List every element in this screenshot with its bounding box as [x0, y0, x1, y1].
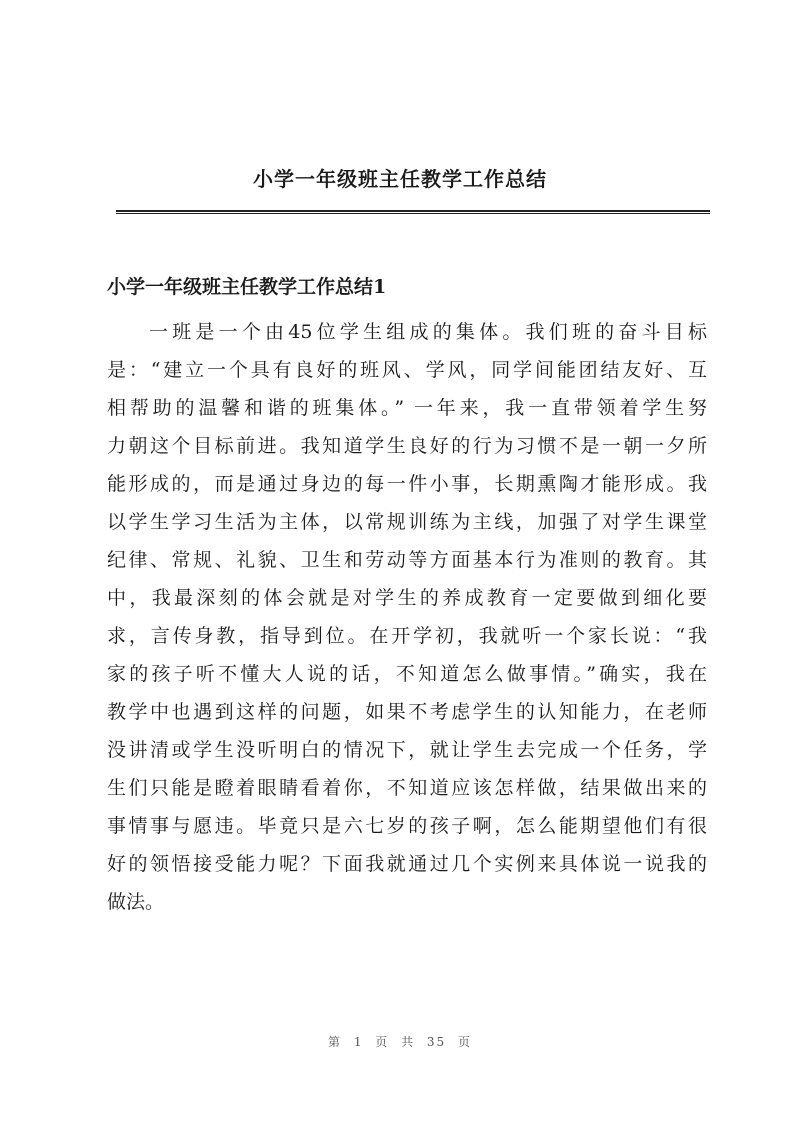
section-heading: 小学一年级班主任教学工作总结1	[107, 276, 387, 298]
paragraph-line: 没讲清或学生没听明白的情况下，就让学生去完成一个任务，学	[107, 739, 707, 761]
paragraph-line: 好的领悟接受能力呢？下面我就通过几个实例来具体说一说我的	[107, 853, 707, 875]
title-divider	[116, 210, 710, 214]
paragraph-line: 生们只能是瞪着眼睛看着你，不知道应该怎样做，结果做出来的	[107, 777, 707, 799]
paragraph-line: 一班是一个由45位学生组成的集体。我们班的奋斗目标	[149, 321, 707, 343]
paragraph-line: 是：“建立一个具有良好的班风、学风，同学间能团结友好、互	[107, 359, 707, 381]
paragraph-line: 教学中也遇到这样的问题，如果不考虑学生的认知能力，在老师	[107, 701, 707, 723]
body-paragraph	[107, 313, 707, 921]
paragraph-line: 能形成的，而是通过身边的每一件小事，长期熏陶才能形成。我	[107, 473, 707, 495]
paragraph-line: 做法。	[107, 891, 165, 913]
paragraph-line: 以学生学习生活为主体，以常规训练为主线，加强了对学生课堂	[107, 511, 707, 533]
paragraph-line: 家的孩子听不懂大人说的话，不知道怎么做事情。”确实，我在	[107, 663, 707, 685]
paragraph-line: 求，言传身教，指导到位。在开学初，我就听一个家长说：“我	[107, 625, 707, 647]
paragraph-line: 事情事与愿违。毕竟只是六七岁的孩子啊，怎么能期望他们有很	[107, 815, 707, 837]
document-title: 小学一年级班主任教学工作总结	[253, 167, 547, 191]
paragraph-line: 纪律、常规、礼貌、卫生和劳动等方面基本行为准则的教育。其	[107, 549, 707, 571]
paragraph-line: 相帮助的温馨和谐的班集体。” 一年来，我一直带领着学生努	[107, 397, 707, 419]
page-number-footer: 第 1 页 共 35 页	[328, 1035, 472, 1049]
paragraph-line: 中，我最深刻的体会就是对学生的养成教育一定要做到细化要	[107, 587, 707, 609]
paragraph-line: 力朝这个目标前进。我知道学生良好的行为习惯不是一朝一夕所	[107, 435, 707, 457]
